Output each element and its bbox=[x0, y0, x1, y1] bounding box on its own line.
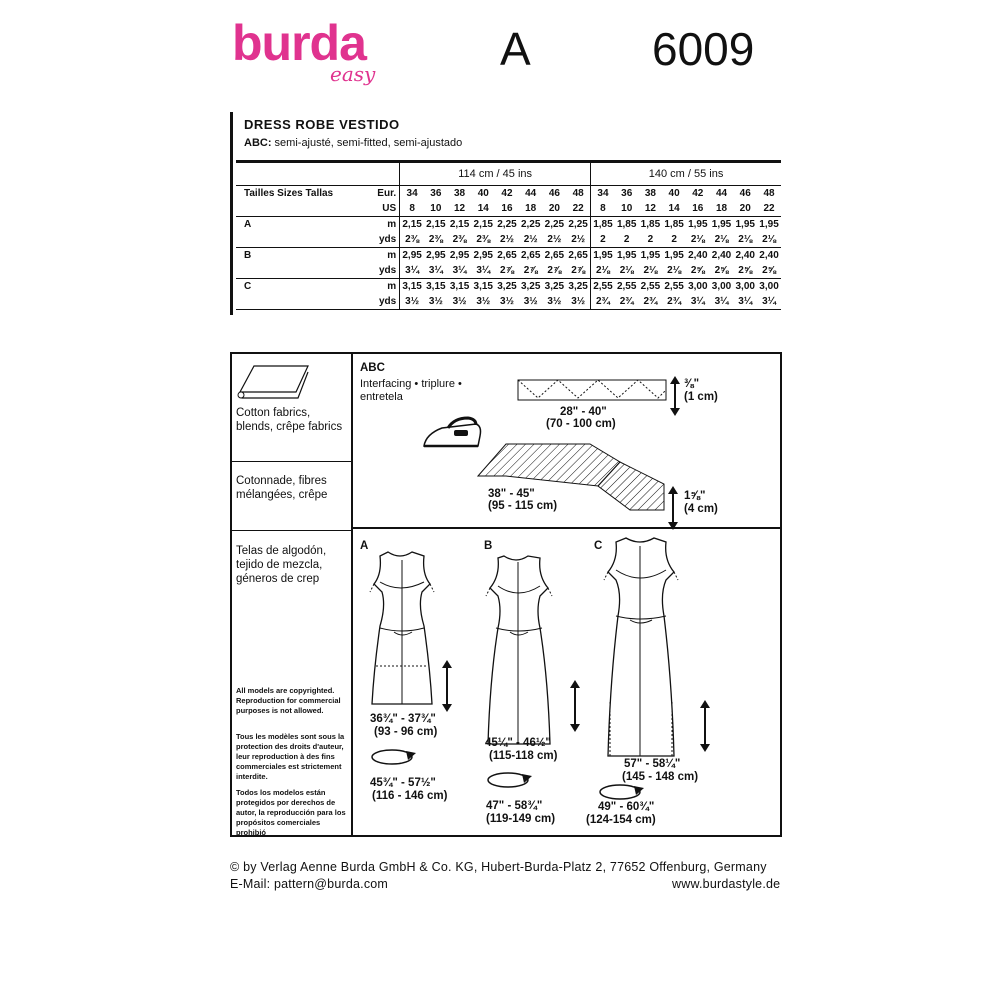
interfacing-label: Interfacing • triplure • entretela bbox=[360, 378, 462, 403]
yardage-value: 2,65 bbox=[543, 248, 567, 264]
yardage-value: 3,15 bbox=[448, 279, 472, 295]
yardage-value: 1,95 bbox=[733, 217, 757, 233]
yardage-value: 3½ bbox=[495, 294, 519, 310]
yardage-value: 2½ bbox=[547, 234, 562, 245]
yardage-value: 2,65 bbox=[566, 248, 590, 264]
size-us: 8 bbox=[409, 203, 415, 214]
yardage-value: 2,55 bbox=[639, 279, 663, 295]
hem-c: 49" - 60¾" bbox=[598, 801, 655, 813]
yardage-value: 2,15 bbox=[448, 217, 472, 233]
yardage-value: 2,95 bbox=[400, 248, 424, 264]
copyright-fr: Tous les modèles sont sous la protection des droits d'auteur, leur reproduction à des fins commerciales est strictement interdite. bbox=[236, 732, 345, 781]
yardage-value: 2,40 bbox=[710, 248, 734, 264]
strip-2-length: 38" - 45" bbox=[488, 488, 535, 500]
yardage-value: 2,15 bbox=[400, 217, 424, 233]
footer-address: © by Verlag Aenne Burda GmbH & Co. KG, Hubert-Burda-Platz 2, 77652 Offenburg, Germany bbox=[230, 860, 767, 874]
yardage-value: 2⅜ bbox=[405, 234, 420, 245]
yardage-value: 2⅝ bbox=[762, 265, 776, 276]
size-us: 18 bbox=[525, 203, 537, 214]
size-us: 10 bbox=[621, 203, 633, 214]
hem-width-b-icon bbox=[484, 768, 536, 792]
unit-yds: yds bbox=[372, 263, 399, 279]
yardage-table bbox=[236, 160, 781, 310]
dress-b-sketch bbox=[480, 548, 560, 748]
yardage-value: 3,15 bbox=[424, 279, 448, 295]
yardage-value: 3¼ bbox=[428, 265, 443, 276]
yardage-value: 3,15 bbox=[471, 279, 495, 295]
yardage-value: 2¾ bbox=[591, 294, 615, 310]
fabric-roll-icon bbox=[236, 358, 312, 400]
view-c-yds-row bbox=[236, 294, 781, 310]
strip-1-width-cm: (1 cm) bbox=[684, 391, 718, 403]
size-us: 12 bbox=[644, 203, 656, 214]
table-cell bbox=[236, 232, 372, 248]
yardage-value: 2⅞ bbox=[571, 265, 586, 276]
size-us: 18 bbox=[715, 203, 728, 214]
view-c-label: C bbox=[594, 540, 603, 552]
yardage-value: 3¼ bbox=[452, 265, 467, 276]
table-subtitle: ABC: semi-ajusté, semi-fitted, semi-ajustado bbox=[244, 137, 463, 149]
fabric-divider bbox=[230, 530, 351, 531]
table-cell bbox=[236, 162, 372, 186]
strip-1-width: ⅜" bbox=[684, 378, 700, 390]
length-b: 45¼" - 46½" bbox=[485, 737, 551, 749]
length-c-cm: (145 - 148 cm) bbox=[622, 771, 699, 783]
yardage-value: 2⅛ bbox=[591, 263, 615, 279]
yardage-value: 3½ bbox=[471, 294, 495, 310]
yardage-value: 2,65 bbox=[519, 248, 543, 264]
yardage-value: 2⅛ bbox=[643, 265, 658, 276]
size-eur: 46 bbox=[548, 188, 560, 199]
view-b-label: B bbox=[484, 540, 493, 552]
yardage-value: 2⅛ bbox=[619, 265, 634, 276]
hem-a: 45¾" - 57½" bbox=[370, 777, 436, 789]
view-label: B bbox=[236, 248, 372, 264]
pattern-number: 6009 bbox=[652, 23, 755, 75]
copyright-es: Todos los modelos están protegidos por derechos de autor, la reproducción para los propósitos comerciales prohibió bbox=[236, 788, 346, 837]
yardage-value: 1,85 bbox=[591, 217, 615, 233]
size-eur: 48 bbox=[572, 188, 584, 199]
yardage-value: 2 bbox=[647, 234, 654, 245]
strip-1-width-arrow bbox=[668, 376, 682, 416]
size-eur: 46 bbox=[739, 188, 751, 199]
hem-b: 47" - 58¾" bbox=[486, 800, 543, 812]
size-eur: 40 bbox=[477, 188, 489, 199]
size-us: 22 bbox=[763, 203, 775, 214]
yardage-value: 2,15 bbox=[471, 217, 495, 233]
length-c-arrow bbox=[698, 700, 712, 752]
yardage-value: 3¼ bbox=[733, 294, 757, 310]
brand-logo-sub: easy bbox=[330, 62, 376, 86]
yardage-value: 2¾ bbox=[662, 294, 686, 310]
yardage-value: 2⅞ bbox=[523, 265, 538, 276]
yardage-value: 2 bbox=[623, 234, 630, 245]
size-eur: 44 bbox=[525, 188, 537, 199]
size-eur: 34 bbox=[406, 188, 418, 199]
length-a: 36¾" - 37¾" bbox=[370, 713, 436, 725]
size-eur: 36 bbox=[430, 188, 442, 199]
copyright-en: All models are copyrighted. Reproduction for commercial purposes is not allowed. bbox=[236, 686, 341, 715]
size-us: 10 bbox=[430, 203, 442, 214]
yardage-value: 3¼ bbox=[686, 294, 710, 310]
size-us: 12 bbox=[454, 203, 466, 214]
yardage-value: 3,25 bbox=[566, 279, 590, 295]
yardage-value: 3,25 bbox=[519, 279, 543, 295]
yardage-value: 2,25 bbox=[519, 217, 543, 233]
yardage-value: 2¾ bbox=[639, 294, 663, 310]
view-b-yds-row bbox=[236, 263, 781, 279]
yardage-value: 2 bbox=[591, 232, 615, 248]
eur-label: Eur. bbox=[372, 186, 399, 202]
yardage-value: 1,95 bbox=[662, 248, 686, 264]
yardage-value: 1,95 bbox=[591, 248, 615, 264]
notions-views: ABC bbox=[360, 362, 385, 374]
length-c: 57" - 58¼" bbox=[624, 758, 681, 770]
yardage-value: 1,95 bbox=[686, 217, 710, 233]
yardage-value: 2,15 bbox=[424, 217, 448, 233]
yardage-value: 3¼ bbox=[476, 265, 491, 276]
yardage-value: 3¼ bbox=[710, 294, 734, 310]
strip-2-width: 1⅝" bbox=[684, 490, 706, 502]
yardage-value: 2,40 bbox=[757, 248, 781, 264]
yardage-value: 3¼ bbox=[405, 265, 420, 276]
view-a-yds-row bbox=[236, 232, 781, 248]
yardage-value: 2⅛ bbox=[762, 234, 776, 245]
yardage-value: 3½ bbox=[448, 294, 472, 310]
view-c-m-row bbox=[236, 279, 781, 295]
yardage-value: 2⅛ bbox=[714, 234, 729, 245]
size-label: Tailles Sizes Tallas bbox=[244, 188, 334, 199]
yardage-value: 1,95 bbox=[710, 217, 734, 233]
yardage-value: 3½ bbox=[519, 294, 543, 310]
fabric-es: Telas de algodón, tejido de mezcla, géneros de crep bbox=[236, 545, 327, 585]
unit-yds: yds bbox=[372, 294, 399, 310]
length-a-arrow bbox=[440, 660, 454, 712]
yardage-value: 2,40 bbox=[733, 248, 757, 264]
size-eur: 48 bbox=[763, 188, 775, 199]
yardage-value: 2 bbox=[671, 234, 677, 245]
unit-m: m bbox=[372, 248, 399, 264]
size-us: 8 bbox=[591, 201, 615, 217]
yardage-value: 3,15 bbox=[400, 279, 424, 295]
yardage-value: 3½ bbox=[400, 294, 424, 310]
yardage-value: 3,00 bbox=[686, 279, 710, 295]
hem-a-cm: (116 - 146 cm) bbox=[372, 790, 448, 802]
yardage-value: 2,95 bbox=[471, 248, 495, 264]
yardage-value: 1,95 bbox=[639, 248, 663, 264]
fabric-fr: Cotonnade, fibres mélangées, crêpe bbox=[236, 475, 328, 501]
eur-size-row bbox=[236, 186, 781, 202]
yardage-value: 2⅝ bbox=[714, 265, 729, 276]
fabric-divider bbox=[230, 461, 351, 462]
table-cell bbox=[236, 201, 372, 217]
yardage-value: 2,25 bbox=[543, 217, 567, 233]
size-eur: 38 bbox=[454, 188, 466, 199]
view-a-m-row bbox=[236, 217, 781, 233]
yardage-value: 3½ bbox=[424, 294, 448, 310]
yardage-value: 3,00 bbox=[710, 279, 734, 295]
yardage-value: 2⅝ bbox=[738, 265, 753, 276]
yardage-value: 2⅞ bbox=[500, 265, 514, 276]
size-eur: 36 bbox=[621, 188, 633, 199]
view-a-label: A bbox=[360, 540, 369, 552]
view-b-m-row bbox=[236, 248, 781, 264]
fabric-width-140: 140 cm / 55 ins bbox=[591, 162, 781, 186]
length-b-arrow bbox=[568, 680, 582, 732]
yardage-value: 1,85 bbox=[662, 217, 686, 233]
size-us: 22 bbox=[572, 203, 584, 214]
yardage-value: 2,40 bbox=[686, 248, 710, 264]
yardage-value: 2¾ bbox=[615, 294, 639, 310]
yardage-value: 2⅝ bbox=[690, 265, 705, 276]
footer-email: E-Mail: pattern@burda.com bbox=[230, 877, 389, 891]
yardage-value: 3¼ bbox=[757, 294, 781, 310]
yardage-value: 2⅛ bbox=[738, 234, 753, 245]
yardage-value: 2,95 bbox=[424, 248, 448, 264]
yardage-value: 3,25 bbox=[495, 279, 519, 295]
size-us: 14 bbox=[477, 203, 489, 214]
size-eur: 40 bbox=[668, 188, 680, 199]
yardage-value: 2⅜ bbox=[452, 234, 467, 245]
table-cell bbox=[372, 162, 399, 186]
yardage-value: 2,55 bbox=[662, 279, 686, 295]
strip-2-width-cm: (4 cm) bbox=[684, 503, 718, 515]
table-cell bbox=[236, 294, 372, 310]
strip-2-width-arrow bbox=[666, 486, 680, 530]
yardage-value: 2,55 bbox=[591, 279, 615, 295]
unit-yds: yds bbox=[372, 232, 399, 248]
size-eur: 38 bbox=[644, 188, 656, 199]
length-a-cm: (93 - 96 cm) bbox=[374, 726, 438, 738]
yardage-value: 1,95 bbox=[757, 217, 781, 233]
size-eur: 44 bbox=[715, 188, 728, 199]
us-label: US bbox=[372, 201, 399, 217]
brand-logo: burda bbox=[232, 15, 366, 71]
yardage-value: 3,00 bbox=[733, 279, 757, 295]
yardage-value: 3,00 bbox=[757, 279, 781, 295]
table-left-rule bbox=[230, 112, 233, 315]
yardage-value: 2,95 bbox=[448, 248, 472, 264]
size-eur: 42 bbox=[692, 188, 704, 199]
yardage-value: 1,85 bbox=[639, 217, 663, 233]
view-label: C bbox=[236, 279, 372, 295]
yardage-value: 2½ bbox=[523, 234, 538, 245]
yardage-value: 1,95 bbox=[615, 248, 639, 264]
length-b-cm: (115-118 cm) bbox=[489, 750, 558, 762]
yardage-value: 2,25 bbox=[566, 217, 590, 233]
hem-c-cm: (124-154 cm) bbox=[586, 814, 656, 826]
yardage-value: 2⅛ bbox=[690, 234, 705, 245]
yardage-value: 2⅞ bbox=[547, 265, 562, 276]
strip-2-length-cm: (95 - 115 cm) bbox=[488, 500, 558, 512]
size-us: 16 bbox=[692, 203, 704, 214]
unit-m: m bbox=[372, 217, 399, 233]
yardage-value: 1,85 bbox=[615, 217, 639, 233]
yardage-value: 2,55 bbox=[615, 279, 639, 295]
dress-c-sketch bbox=[596, 532, 686, 762]
yardage-value: 2½ bbox=[571, 234, 586, 245]
panel-divider-h bbox=[351, 527, 782, 529]
size-us: 16 bbox=[501, 203, 513, 214]
table-title: DRESS ROBE VESTIDO bbox=[244, 117, 400, 132]
size-us: 20 bbox=[739, 203, 751, 214]
yardage-value: 3½ bbox=[543, 294, 567, 310]
footer-web: www.burdastyle.de bbox=[672, 877, 781, 891]
unit-m: m bbox=[372, 279, 399, 295]
view-letter: A bbox=[500, 23, 531, 75]
size-us: 14 bbox=[668, 203, 680, 214]
fabric-width-114: 114 cm / 45 ins bbox=[400, 162, 591, 186]
yardage-value: 2½ bbox=[500, 234, 514, 245]
table-cell bbox=[236, 263, 372, 279]
dress-a-sketch bbox=[360, 548, 450, 718]
yardage-value: 2,25 bbox=[495, 217, 519, 233]
hem-b-cm: (119-149 cm) bbox=[486, 813, 556, 825]
yardage-value: 3½ bbox=[566, 294, 590, 310]
hem-width-a-icon bbox=[368, 745, 420, 769]
us-size-row bbox=[236, 201, 781, 217]
size-eur: 34 bbox=[591, 186, 615, 202]
yardage-value: 3,25 bbox=[543, 279, 567, 295]
yardage-value: 2⅛ bbox=[667, 265, 682, 276]
panel-divider bbox=[351, 352, 353, 837]
view-label: A bbox=[236, 217, 372, 233]
strip-1-length: 28" - 40" bbox=[560, 406, 607, 418]
size-us: 20 bbox=[548, 203, 560, 214]
fabric-width-row bbox=[236, 162, 781, 186]
strip-1-length-cm: (70 - 100 cm) bbox=[546, 418, 616, 430]
size-eur: 42 bbox=[501, 188, 513, 199]
fabric-en: Cotton fabrics, blends, crêpe fabrics bbox=[236, 407, 343, 433]
yardage-value: 2⅜ bbox=[476, 234, 491, 245]
yardage-value: 2,65 bbox=[495, 248, 519, 264]
yardage-value: 2⅜ bbox=[428, 234, 443, 245]
